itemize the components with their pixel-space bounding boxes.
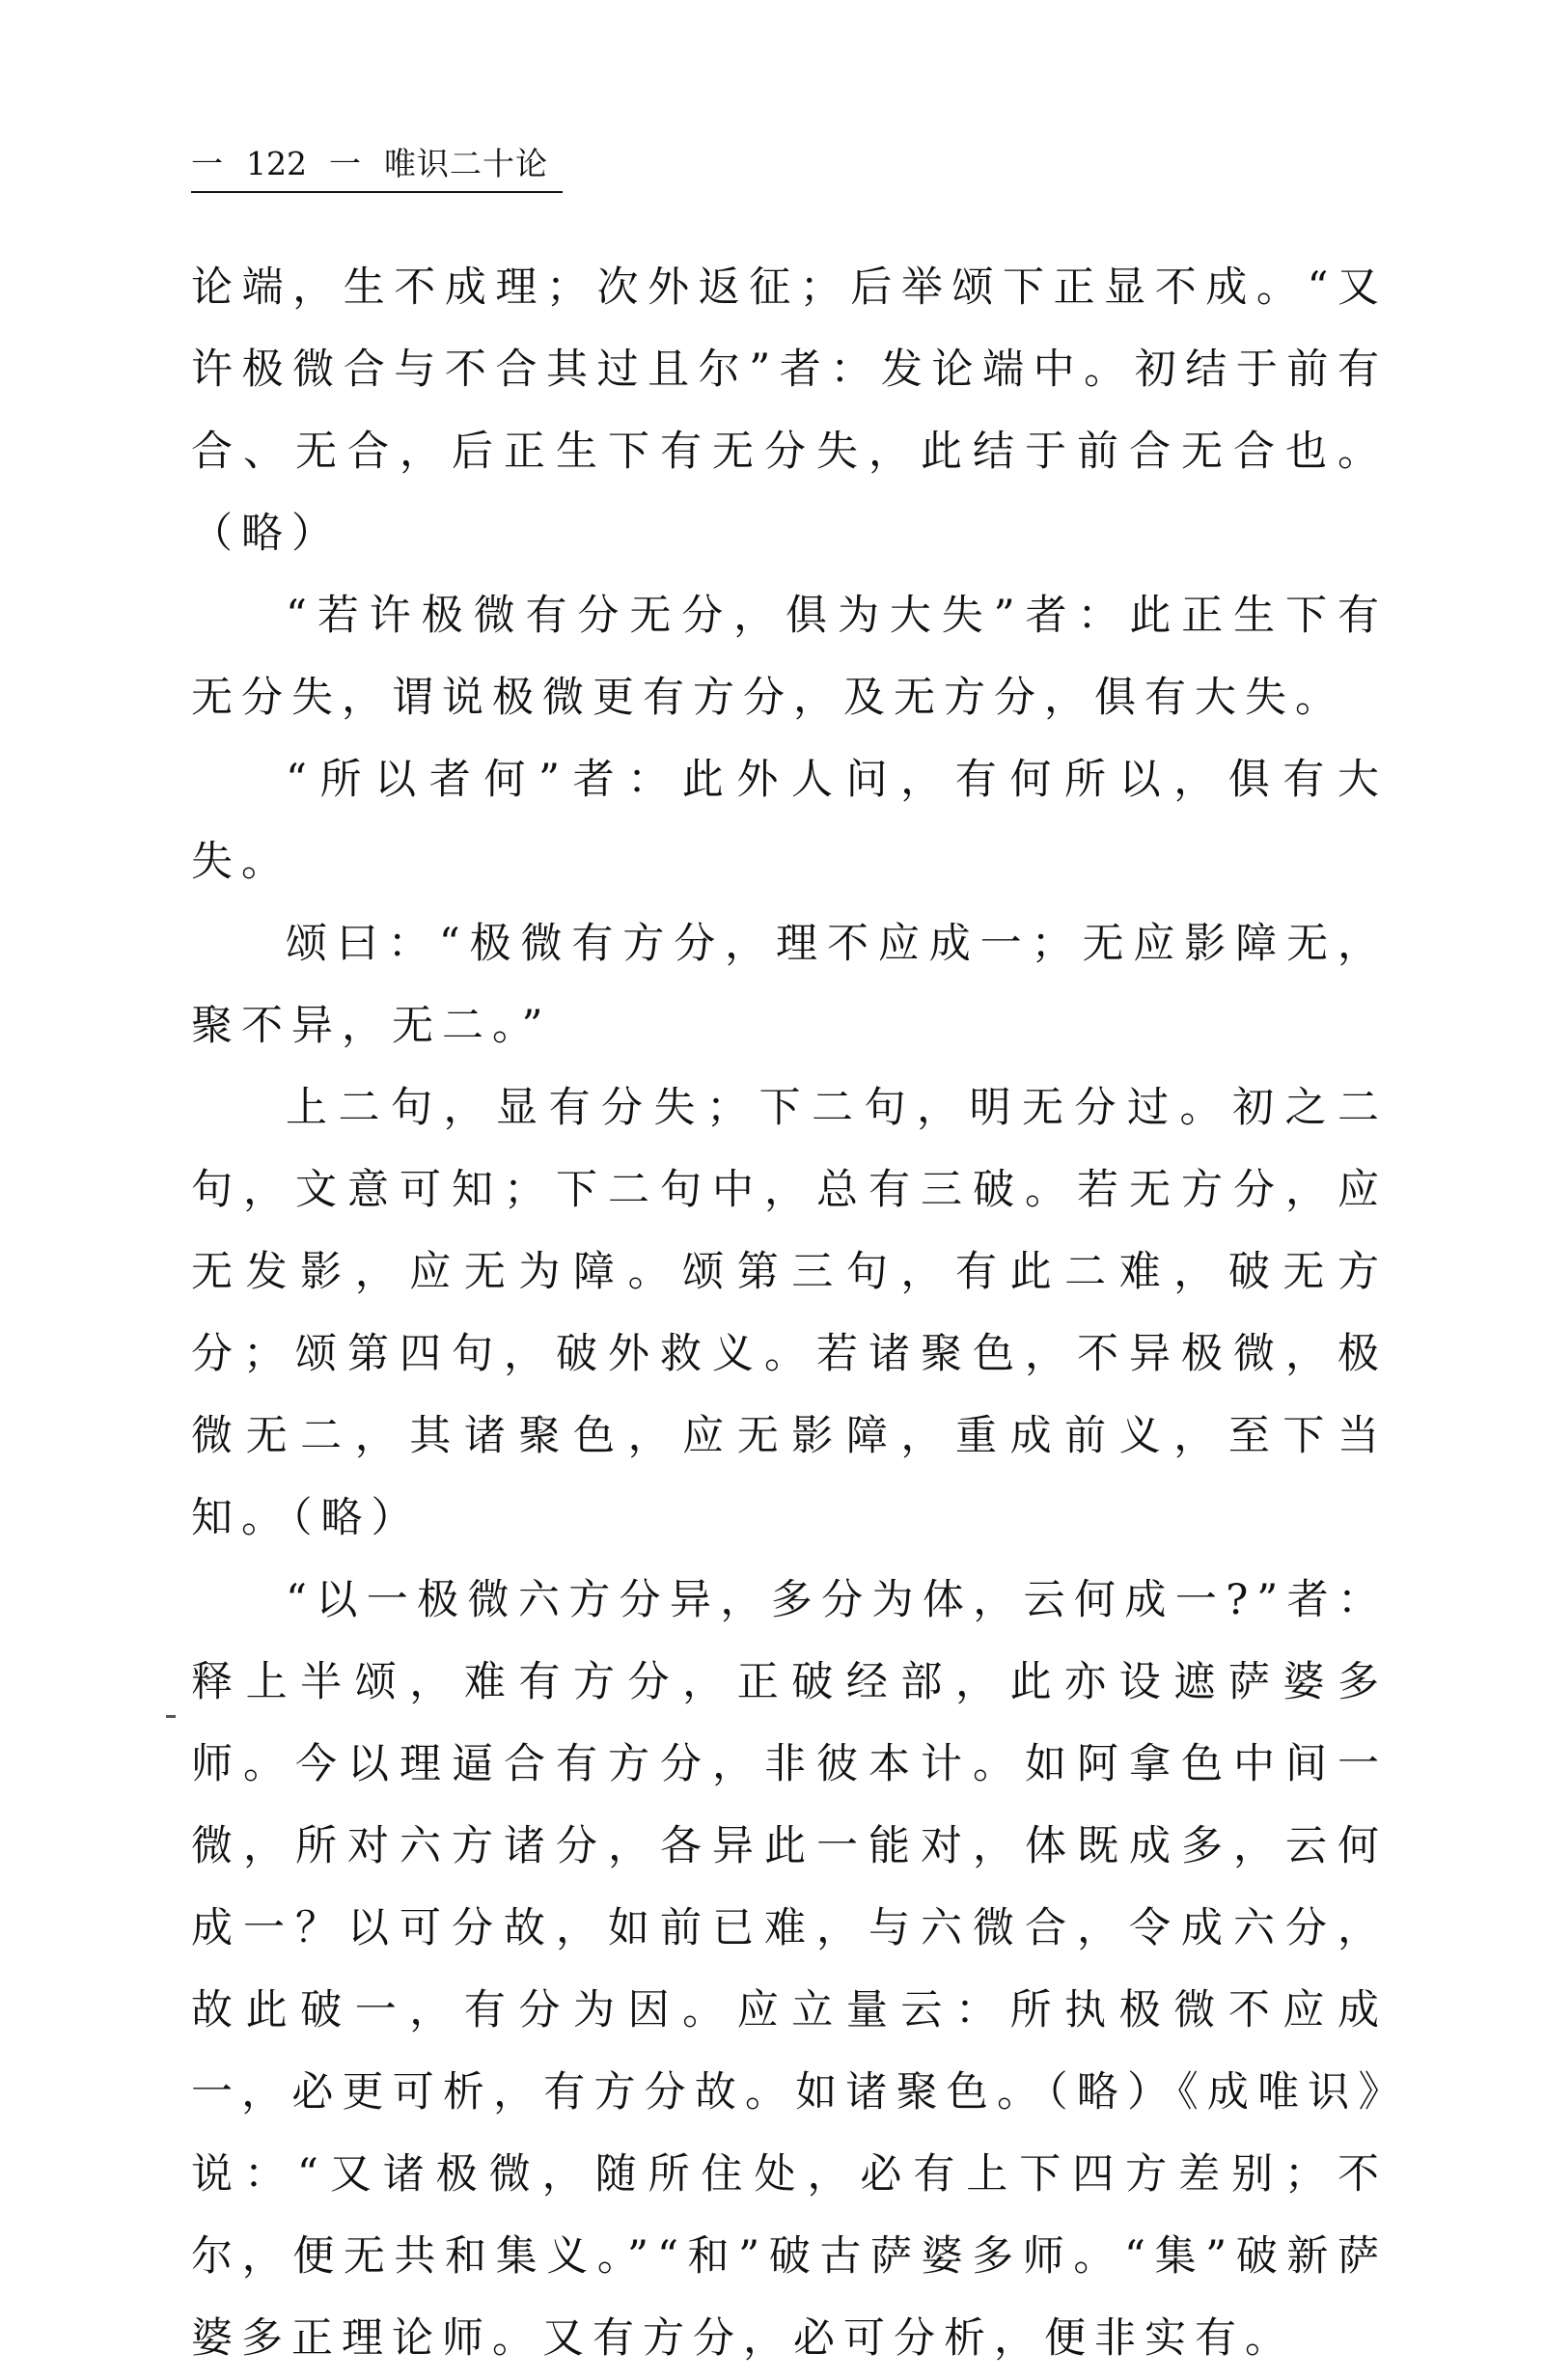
paragraph-2: “若许极微有分无分，俱为大失”者：此正生下有无分失，谓说极微更有方分，及无方分，俱有大失。 [191,592,1388,722]
paragraph-5: 上二句，显有分失；下二句，明无分过。初之二句，文意可知；下二句中，总有三破。若无方分，应无发影，应无为障。颂第三句，有此二难，破无方分；颂第四句，破外救义。若诸聚色，不异极微，极微无二，其诸聚色，应无影障，重成前义，至下当知。（略） [191,1084,1388,1542]
running-head [191,145,563,193]
paragraph-6: “以一极微六方分异，多分为体，云何成一?”者：释上半颂，难有方分，正破经部，此亦设遮萨婆多师。今以理逼合有方分，非彼本计。如阿拿色中间一微，所对六方诸分，各异此一能对，体既成多，云何成一？以可分故，如前已难，与六微合，令成六分，故此破一，有分为因。应立量云：所执极微不应成一，必更可析，有方分故。如诸聚色。（略）《成唯识》说：“又诸极微，随所住处，必有上下四方差别；不尔，便无共和集义。”“和”破古萨婆多师。“集”破新萨婆多正理论师。又有方分，必可分析，便非实有。 [191,1576,1388,2363]
body-text [191,247,1388,2380]
page-number: 122 [245,145,307,182]
paragraph-3: “所以者何”者：此外人问，有何所以，俱有大失。 [191,756,1388,886]
paragraph-1: 论端，生不成理；次外返征；后举颂下正显不成。“又许极微合与不合其过且尔”者：发论端中。初结于前有合、无合，后正生下有无分失，此结于前合无合也。（略） [191,263,1388,558]
header-dash-left: 一 [191,145,224,182]
header-dash-right: 一 [328,145,362,182]
book-title: 唯识二十论 [383,145,548,182]
scan-mark [166,1715,176,1718]
paragraph-4: 颂曰：“极微有方分，理不应成一；无应影障无，聚不异，无二。” [191,920,1388,1050]
